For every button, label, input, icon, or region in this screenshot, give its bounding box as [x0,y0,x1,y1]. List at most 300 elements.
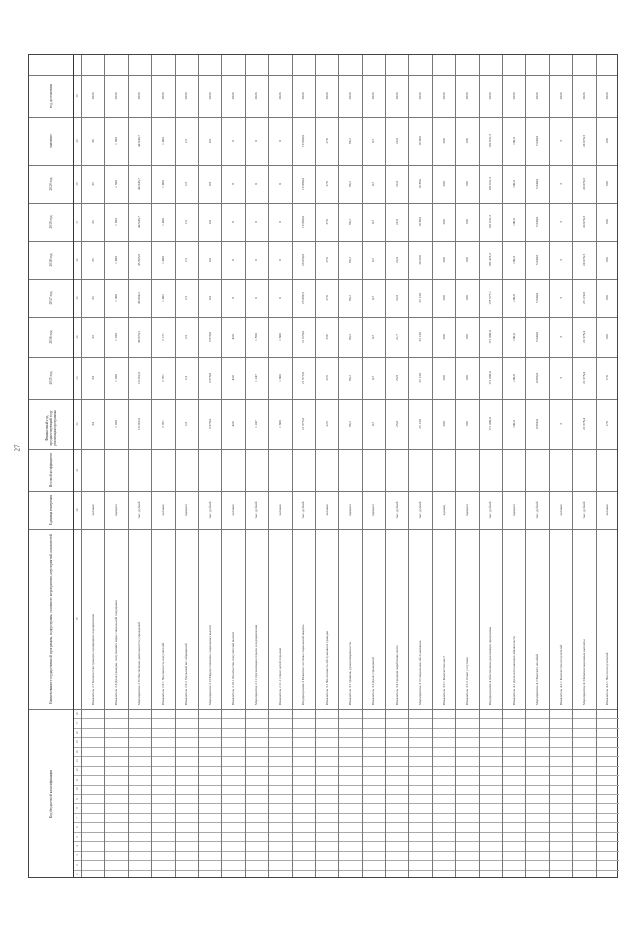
row-final-year: 2020 [605,92,610,100]
row-year-value: 45 863,8 [137,254,142,266]
row-year-value: 24 070,3 [581,178,586,190]
row-finance-value: 21 975,0 [301,418,306,430]
row-name: Подпрограмма 3 Развитие системы социальной защиты [301,624,306,705]
row-final-year: 2020 [441,92,446,100]
column-number: 14 [75,750,79,753]
row-year-value: 270 [324,181,329,187]
row-year-value: 99,2 [348,334,352,340]
row-unit: тыс. рублей [301,501,306,519]
row-name: Мероприятие 4.3 Компенсационные выплаты [581,639,586,705]
row-final-value: 5 040,0 [535,135,540,147]
row-year-value: 19 890 [418,179,423,189]
row-name: Показатель 4.1 Доля исполненных обязательств [511,636,516,705]
column-number: 5 [75,835,79,838]
row-final-value: 280 [441,138,446,144]
row-name: Показатель 2.9.2 Удельный вес обращений [184,643,189,705]
code-subcolumn-border [73,766,619,767]
column-number: 10 [75,787,79,791]
row-unit: единиц [441,504,446,516]
row-year-value: 35 [90,182,95,186]
row-unit: процент [511,504,516,516]
row-finance-value: 34 [90,422,95,426]
row-year-value: 5 040,0 [535,178,540,190]
row-year-value: 2 761 [160,374,165,382]
column-number: 9 [75,797,79,800]
row-final-year: 2020 [535,92,540,100]
row-finance-value: 3 [558,423,563,425]
row-year-value: 192 631,3 [488,215,493,229]
row-finance-value: 1 247 [254,420,259,428]
row-year-value: 100,0 [511,333,516,341]
table-row-divider [455,55,456,877]
row-year-value: 270 [324,219,329,225]
row-finance-value: 3 978,0 [207,418,212,430]
row-year-value: 19 880,0 [301,216,306,228]
row-finance-value: 0,7 [371,421,376,427]
row-year-value: 5 040,0 [535,254,540,266]
code-subcolumn-border [73,803,619,804]
row-name: Показатель 2.9.1 Численность получателей [160,642,165,705]
row-final-value: 19 880,0 [301,135,306,147]
row-name: Показатель 3.4 Средняя заработная плата [394,645,399,705]
row-year-value: 223 [324,375,329,381]
row-final-value: 0 [231,140,236,142]
row-year-value: 24 070,3 [581,254,586,266]
row-year-value: 10 262,0 [137,372,142,384]
row-year-value: 25 130 [418,373,423,383]
row-unit: процент [464,504,469,516]
header-y2020: 2020 год [49,177,53,191]
row-year-value: 3 [558,259,563,261]
header-final-year: год достижения [49,83,53,109]
row-year-value: 1 300 [114,294,119,302]
row-unit: процент [348,504,352,516]
row-year-value: 0 [277,183,282,185]
column-number: 13 [75,759,79,763]
header-y2018: 2018 год [49,253,53,267]
row-year-value: 0,7 [371,334,376,340]
page-number: 27 [13,444,22,452]
row-year-value: 1 600 [277,374,282,382]
table-row-divider [175,55,176,877]
row-year-value: 5 040,0 [535,292,540,304]
row-year-value: 0,7 [371,375,376,381]
row-year-value: 0 [254,297,259,299]
row-year-value: 99,2 [348,219,352,225]
row-year-value: 23,8 [394,375,399,381]
row-year-value: 44 843,7 [137,216,142,228]
rotated-program-table [28,54,618,878]
row-year-value: 33 [90,335,95,339]
row-year-value: 1 600 [277,333,282,341]
table-row-divider [479,55,480,877]
row-year-value: 1 402 [160,294,165,302]
row-unit: тыс. рублей [207,501,212,519]
column-number: 23 [75,376,79,380]
row-year-value: 100,0 [511,294,516,302]
table-row-divider [408,55,409,877]
row-year-value: 25 130 [418,332,423,342]
row-finance-value: 99,2 [348,421,352,427]
row-finance-value: 25 130 [418,419,423,429]
row-final-value: 4 0 [207,138,212,144]
row-final-year: 2020 [254,92,259,100]
row-unit: человек [324,504,329,516]
row-year-value: 2,5 [184,257,189,263]
column-number: 17 [75,721,79,725]
row-year-value: 2,5 [184,334,189,340]
row-year-value: 0 [231,183,236,185]
column-number: 7 [75,816,79,819]
row-finance-value: 23,8 [394,421,399,427]
row-year-value: 100,0 [511,180,516,188]
row-final-value: 19 890 [418,136,423,146]
column-number: 12 [75,768,79,772]
row-year-value: 21 975,0 [301,372,306,384]
row-final-year: 2020 [324,92,329,100]
row-year-value: 100,0 [511,218,516,226]
header-finance: Финансовый год, предшествующий году реализации программы [45,410,57,446]
row-unit: процент [114,504,119,516]
row-year-value: 2,5 [184,181,189,187]
row-year-value: 1 400 [160,180,165,188]
row-year-value: 46 864,2 [137,292,142,304]
row-name: Показатель 2.10.1 Количество получателей выплат [231,631,236,705]
row-year-value: 19 890 [418,217,423,227]
column-number: 22 [75,422,79,426]
row-final-year: 2020 [581,92,586,100]
row-unit: человек [231,504,236,516]
code-subcolumn-border [73,822,619,823]
row-year-value: 4 0 [207,257,212,263]
row-year-value: 1 400 [114,256,119,264]
table-row-divider [432,55,433,877]
row-year-value: 21,7 [394,334,399,340]
row-year-value: 1 400 [160,256,165,264]
row-final-year: 2020 [394,92,399,100]
row-year-value: 100 [464,334,469,340]
row-year-value: 5 040,0 [535,216,540,228]
row-year-value: 2,5 [184,219,189,225]
row-final-value: 24 070,3 [581,135,586,147]
row-final-year: 2020 [301,92,306,100]
row-year-value: 1 400 [160,218,165,226]
row-final-year: 2020 [90,92,95,100]
row-finance-value: 280 [441,421,446,427]
table-row-divider [338,55,339,877]
row-unit: тыс. рублей [581,501,586,519]
code-subcolumn-border [73,813,619,814]
row-final-value: 22,0 [394,138,399,144]
row-year-value: 26 050 [418,255,423,265]
row-year-value: 0,7 [371,219,376,225]
row-year-value: 24 070,3 [581,216,586,228]
row-year-value: 35 [90,258,95,262]
code-subcolumn-border [73,756,619,757]
row-finance-value: 170 [605,421,610,427]
row-final-year: 2020 [160,92,165,100]
row-year-value: 180 [605,295,610,301]
code-subcolumn-border [73,870,619,871]
row-year-value: 270 [324,295,329,301]
row-finance-value: 100 [464,421,469,427]
row-year-value: 0,7 [371,181,376,187]
row-year-value: 22 378,4 [581,372,586,384]
code-subcolumn-border [73,860,619,861]
row-unit: тыс. рублей [418,501,423,519]
row-year-value: 25 130 [418,293,423,303]
row-year-value: 99,2 [348,181,352,187]
header-name: Наименование государственной программы, подпрограмм, основного мероприятия, мероприятий, показателей [49,534,53,704]
table-row-divider [292,55,293,877]
row-unit: процент [371,504,376,516]
row-year-value: 424 [231,334,236,340]
row-final-value: 1 400 [160,137,165,145]
row-unit: человек [558,504,563,516]
row-year-value: 280 [441,375,446,381]
row-year-value: 100 [464,375,469,381]
number-strip-border [81,55,82,877]
row-year-value: 280 [441,334,446,340]
row-final-value: 36 [90,139,95,143]
row-year-value: 171 090,0 [488,371,493,385]
row-name: Мероприятие 4.2 Выплата пособий [535,654,540,705]
table-row-divider [128,55,129,877]
code-subcolumn-border [73,794,619,795]
row-year-value: 2 171 [160,333,165,341]
table-row-divider [572,55,573,877]
row-year-value: 3 [558,297,563,299]
row-finance-value: 100,0 [511,420,516,428]
row-year-value: 1 500 [114,218,119,226]
row-year-value: 280 [441,219,446,225]
row-year-value: 0,7 [371,295,376,301]
row-final-year: 2020 [277,92,282,100]
header-y2016: 2016 год [49,330,53,344]
column-number: 24 [75,335,79,339]
row-final-value: 1 500 [114,137,119,145]
row-year-value: 192 631,3 [488,177,493,191]
column-number: 21 [75,468,79,472]
row-year-value: 3 978,0 [207,372,212,384]
row-final-value: 180 [605,138,610,144]
row-year-value: 3 [558,183,563,185]
row-year-value: 100,0 [511,374,516,382]
table-row-divider [502,55,503,877]
row-year-value: 22,0 [394,219,399,225]
row-name: Показатель 3.5.2 Охват услугами [464,657,469,705]
row-year-value: 100 [464,219,469,225]
column-number: 26 [75,258,79,262]
row-final-year: 2020 [207,92,212,100]
table-row-divider [549,55,550,877]
row-name: Показатель 4.2.1 Количество получателей [558,644,563,705]
row-finance-value: 2 761 [160,420,165,428]
row-name: Показатель 2.11.1 Охват детей отдыхом [277,647,282,705]
column-number: 19 [75,617,79,621]
row-finance-value: 10 262,0 [137,418,142,430]
row-name: Показатель 3.3 Доля учреждений [371,657,376,705]
row-year-value: 2,5 [184,295,189,301]
row-year-value: 280 [441,295,446,301]
row-final-year: 2020 [137,92,142,100]
row-year-value: 34 [90,376,95,380]
row-year-value: 1 280 [114,333,119,341]
row-year-value: 19 880,0 [301,178,306,190]
row-final-year: 2020 [231,92,236,100]
row-year-value: 170 [605,375,610,381]
row-final-year: 2020 [418,92,423,100]
table-row-divider [525,55,526,877]
row-year-value: 26 050,0 [301,254,306,266]
row-finance-value: 1 600 [277,420,282,428]
column-number: 30 [75,94,79,98]
table-row-divider [596,55,597,877]
row-final-value: 0,7 [371,138,376,144]
row-unit: тыс. рублей [394,501,399,519]
header-strip-border [73,55,74,877]
row-year-value: 280 [441,257,446,263]
row-year-value: 0 [277,297,282,299]
table-row-divider [221,55,222,877]
header-weight: Весовой коэффициент [49,452,53,488]
row-name: Мероприятие 2.11 Организация отдыха и оздоровления [254,624,259,705]
row-name: Показатель 2.8 Доля граждан, получивших меры социальной поддержки [114,600,119,705]
row-year-value: 44 843,7 [137,178,142,190]
row-year-value: 4 0 [207,181,212,187]
row-finance-value: 171 090,0 [488,417,493,431]
column-number: 20 [75,508,79,512]
row-year-value: 100,0 [511,256,516,264]
table-row-divider [198,55,199,877]
row-year-value: 3 [558,221,563,223]
code-subcolumn-border [73,737,619,738]
row-final-year: 2020 [114,92,119,100]
row-finance-value: 223 [324,421,329,427]
row-year-value: 180 [605,257,610,263]
row-final-value: 0 [277,140,282,142]
table-row-divider [268,55,269,877]
row-year-value: 0 [277,221,282,223]
row-final-value: 99,2 [348,138,352,144]
row-final-value: 100,0 [511,137,516,145]
row-year-value: 0 [254,183,259,185]
row-year-value: 22,0 [394,257,399,263]
code-subcolumn-border [73,785,619,786]
row-year-value: 4 666,0 [535,372,540,384]
row-final-year: 2020 [464,92,469,100]
row-name: Показатель 2.7 Количество граждан, прошедших оздоровление [90,613,95,705]
row-unit: человек [277,504,282,516]
table-row-divider [385,55,386,877]
column-number: 2 [75,864,79,866]
code-subcolumn-border [73,747,619,748]
row-final-year: 2020 [558,92,563,100]
row-unit: тыс. рублей [137,501,142,519]
header-y2015: 2015 год [49,371,53,385]
row-year-value: 99,2 [348,375,352,381]
column-number: 4 [75,845,79,847]
column-number: 27 [75,220,79,224]
row-name: Мероприятие 3.5 Социальное обслуживание [418,640,423,705]
table-row-divider [104,55,105,877]
row-year-value: 1 500 [114,180,119,188]
row-finance-value: 2,3 [184,421,189,427]
code-subcolumn-border [73,841,619,842]
row-name: Показатель 3.2 Уровень удовлетворенности [348,642,352,705]
row-final-value: 192 631,3 [488,134,493,148]
row-year-value: 99,2 [348,295,352,301]
row-final-year: 2020 [511,92,516,100]
column-number: 11 [75,778,79,782]
row-year-value: 0 [231,259,236,261]
row-final-value: 0 [254,140,259,142]
column-number: 18 [75,712,79,716]
row-year-value: 4 0 [207,219,212,225]
row-year-value: 0 [231,297,236,299]
row-year-value: 46 870,5 [137,331,142,343]
row-year-value: 35 [90,296,95,300]
row-unit: тыс. рублей [535,501,540,519]
row-final-value: 2,5 [184,138,189,144]
row-year-value: 22,0 [394,181,399,187]
table-row-border [29,709,617,710]
code-subcolumn-border [73,832,619,833]
row-year-value: 100 [464,295,469,301]
row-final-year: 2020 [348,92,352,100]
column-number: 29 [75,139,79,143]
row-year-value: 171 090,0 [488,330,493,344]
row-year-value: 22,0 [394,295,399,301]
row-unit: человек [605,504,610,516]
column-number: 3 [75,854,79,857]
row-year-value: 1 200 [114,374,119,382]
header-y2017: 2017 год [49,291,53,305]
row-year-value: 3 978,0 [207,331,212,343]
column-number: 16 [75,731,79,735]
code-subcolumn-border [73,775,619,776]
row-final-value: 270 [324,138,329,144]
row-year-value: 4 0 [207,295,212,301]
row-year-value: 259 [324,334,329,340]
row-year-value: 21 970,0 [301,331,306,343]
row-year-value: 270 [324,257,329,263]
row-name: Показатель 3.5.1 Количество мест [441,655,446,705]
column-number: 28 [75,182,79,186]
header-final-value: значение [49,134,53,148]
row-finance-value: 424 [231,421,236,427]
row-name: Подпрограмма 4 Обеспечение реализации программы [488,626,493,705]
column-number: 15 [75,740,79,744]
row-year-value: 1 850 [254,333,259,341]
column-number: 1 [75,873,79,876]
row-year-value: 2,3 [184,375,189,381]
row-year-value: 1 247 [254,374,259,382]
row-year-value: 180 [605,219,610,225]
row-unit: процент [184,504,189,516]
row-finance-value: 4 666,0 [535,418,540,430]
row-final-value: 100 [464,138,469,144]
row-year-value: 185 473,3 [488,253,493,267]
row-year-value: 3 [558,336,563,338]
row-finance-value: 22 378,4 [581,418,586,430]
row-year-value: 280 [441,181,446,187]
row-unit: человек [160,504,165,516]
row-year-value: 100 [464,257,469,263]
row-year-value: 0 [254,259,259,261]
row-final-value: 44 843,7 [137,135,142,147]
row-year-value: 0 [254,221,259,223]
